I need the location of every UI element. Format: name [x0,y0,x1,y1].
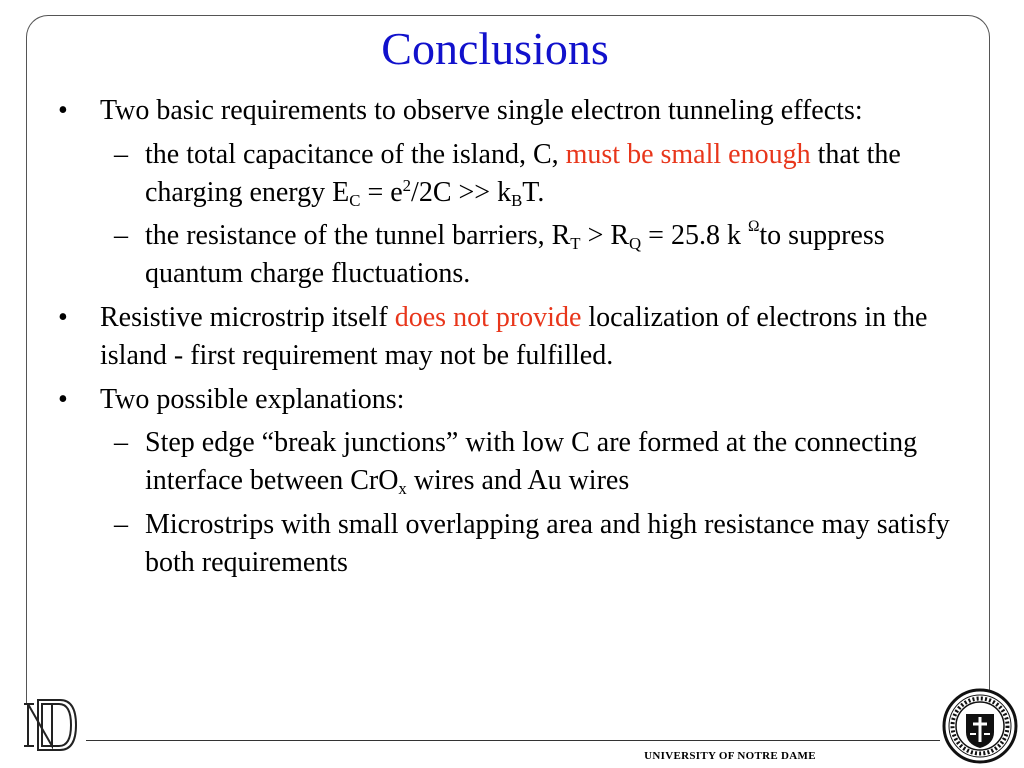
emphasis-does-not-provide: does not provide [394,301,582,333]
bullet-glyph: • [58,383,68,415]
bullet-microstrip [58,299,968,375]
bullet-glyph: • [58,301,68,333]
subscript-c: C [349,190,361,210]
bullet-requirements [58,92,968,130]
bullet-glyph: • [58,95,68,126]
capacitance-text-post: that the charging energy E [145,138,901,208]
resistance-end: to suppress quantum charge fluctuations. [145,220,885,290]
formula-mid: = e [360,176,403,208]
break-junction-text-pre: Step edge “break junctions” with low C are formed at the connecting interface between CrO [145,427,918,497]
emphasis-small-enough: must be small enough [565,138,811,170]
university-seal-icon [942,688,1018,764]
resistance-text-pre: the resistance of the tunnel barriers, R [145,220,571,252]
footer-university: UNIVERSITY OF NOTRE DAME [644,750,816,762]
bullet-text: Two basic requirements to observe single electron tunneling effects: [100,95,863,126]
subscript-x: x [398,479,407,499]
subscript-b: B [511,190,523,210]
break-junction-text-post: wires and Au wires [406,465,630,497]
bullet-explanations [58,381,968,419]
formula-mid2: /2C >> k [411,176,512,208]
slide-content [58,92,968,588]
sub-bullet-microstrips [58,506,968,582]
resistance-mid2: = 25.8 k [641,220,748,252]
slide-title: Conclusions [381,23,609,74]
nd-monogram-icon [22,694,80,754]
superscript-2: 2 [402,175,412,195]
capacitance-text-pre: the total capacitance of the island, C, [145,138,566,170]
dash-glyph: – [114,138,128,170]
footer-rule [86,740,940,741]
formula-end: T. [522,176,545,208]
bullet-text: Two possible explanations: [100,383,405,415]
dash-glyph: – [114,220,128,252]
microstrip-text-post: localization of electrons in the island - first requirement may not be fulfilled. [100,301,928,371]
sub-bullet-capacitance [58,136,968,212]
dash-glyph: – [114,508,128,540]
sub-bullet-resistance [58,217,968,293]
microstrips-text: Microstrips with small overlapping area and high resistance may satisfy both requirements [145,508,950,578]
resistance-mid: > R [580,220,630,252]
sub-bullet-break-junctions [58,424,968,500]
subscript-q: Q [629,234,642,254]
microstrip-text-pre: Resistive microstrip itself [100,301,395,333]
omega-symbol: Ω [747,217,760,235]
subscript-t: T [570,234,581,254]
dash-glyph: – [114,427,128,459]
